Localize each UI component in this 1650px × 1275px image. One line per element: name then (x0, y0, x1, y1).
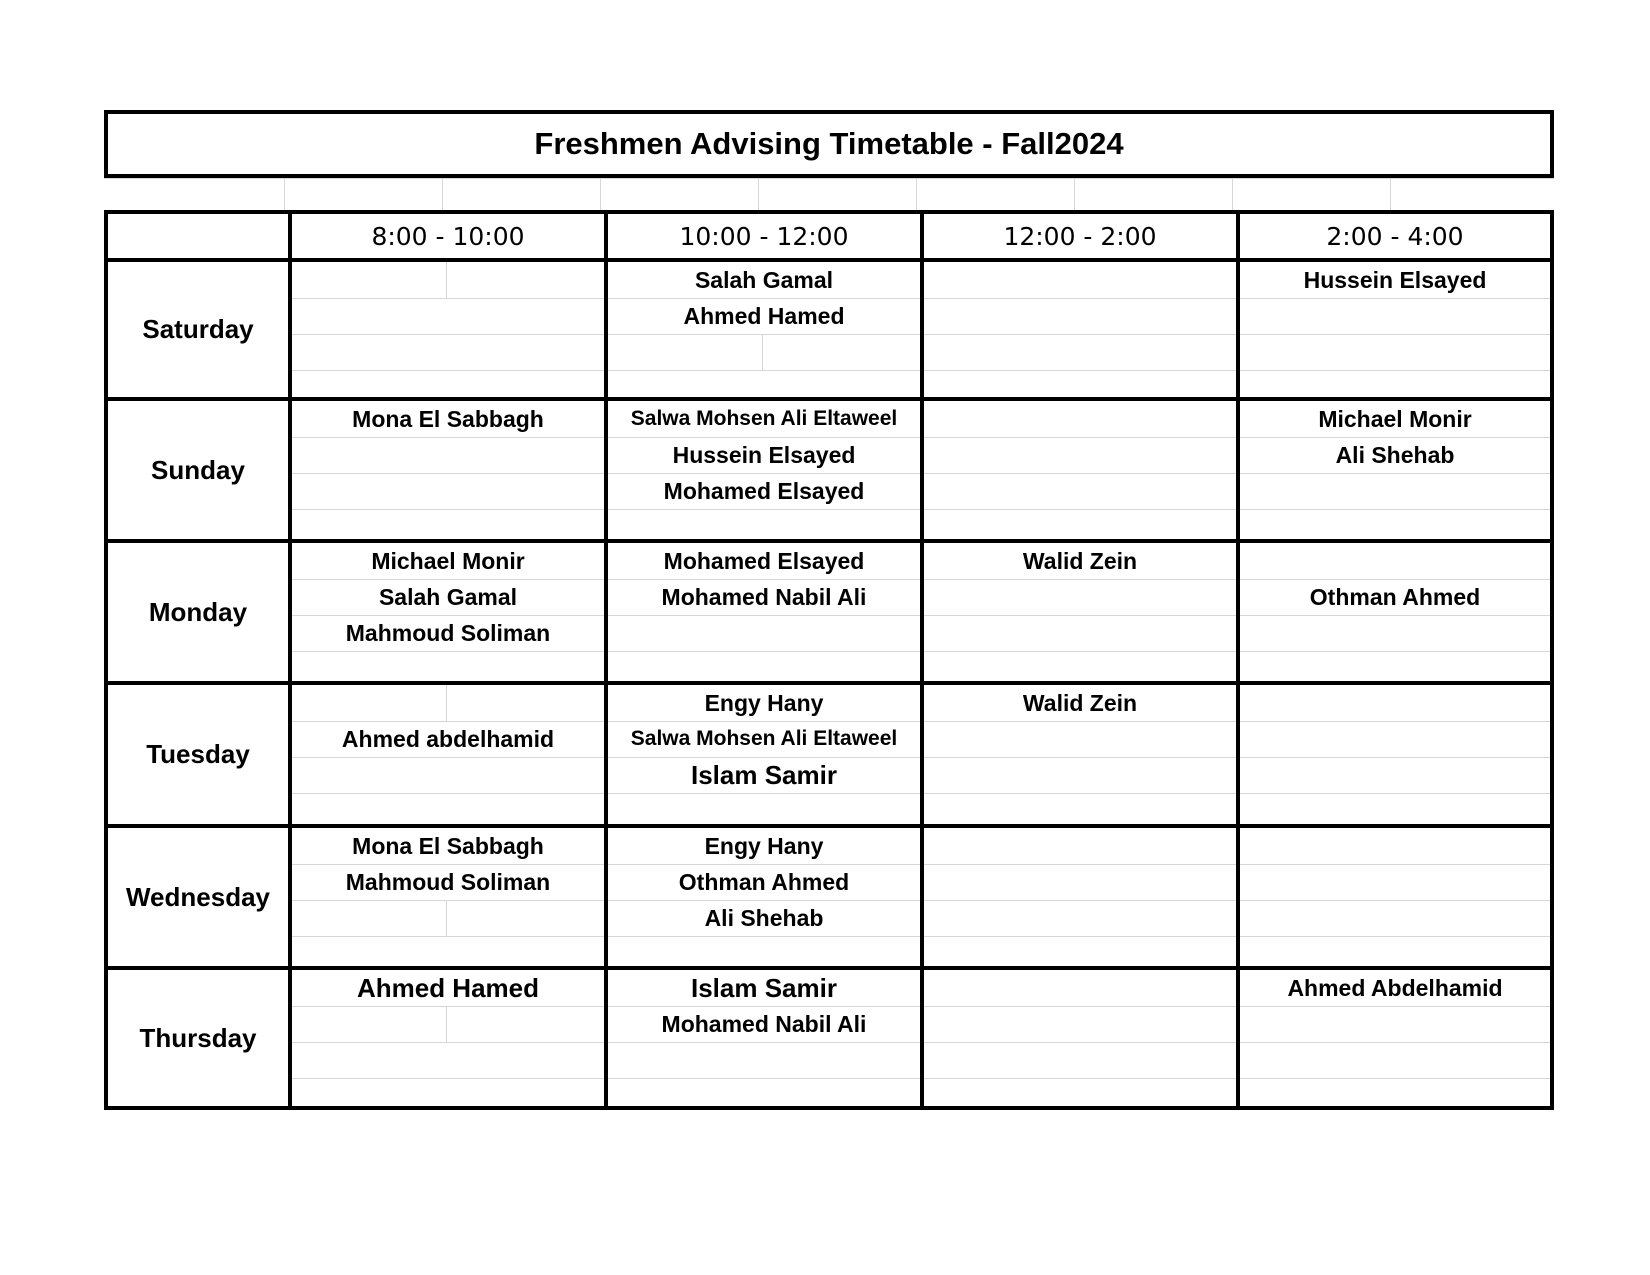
advisor-name: Salah Gamal (694, 266, 834, 293)
advisor-name: Walid Zein (1022, 689, 1138, 716)
advisor-name: Walid Zein (1022, 547, 1138, 574)
spacer-divider (284, 178, 285, 210)
cell-split-divider (762, 334, 763, 370)
advisor-name: Mohamed Elsayed (663, 477, 865, 504)
cell-split-divider (446, 900, 447, 936)
timetable-grid (104, 210, 1554, 1110)
spacer-divider (1232, 178, 1233, 210)
advisor-name: Othman Ahmed (678, 868, 850, 895)
day-label: Tuesday (146, 739, 250, 769)
advisor-name: Mahmoud Soliman (345, 868, 551, 895)
day-label: Thursday (139, 1022, 257, 1053)
day-label: Saturday (142, 314, 254, 344)
advisor-name: Mohamed Nabil Ali (661, 583, 867, 610)
advisor-name: Ahmed Abdelhamid (1287, 974, 1503, 1001)
advisor-name: Salah Gamal (378, 583, 518, 610)
time-slot-header: 10:00 - 12:00 (679, 221, 849, 251)
advisor-name: Hussein Elsayed (1303, 266, 1487, 293)
sub-row-divider (288, 334, 1550, 335)
spacer-divider (1074, 178, 1075, 210)
advisor-name: Ali Shehab (704, 904, 824, 931)
advisor-name: Michael Monir (371, 547, 525, 574)
spacer-divider (442, 178, 443, 210)
advisor-name: Mohamed Elsayed (663, 547, 865, 574)
cell-split-divider (446, 1006, 447, 1042)
advisor-name: Othman Ahmed (1309, 583, 1481, 610)
advisor-name: Engy Hany (704, 689, 824, 716)
spacer-row (104, 178, 1554, 210)
sub-row-divider (288, 370, 1550, 371)
sub-row-divider (288, 651, 1550, 652)
time-slot-header: 12:00 - 2:00 (1003, 221, 1157, 251)
day-label: Monday (148, 596, 248, 627)
spacer-divider (104, 178, 1554, 179)
advisor-name: Ali Shehab (1335, 441, 1455, 468)
advisor-name: Salwa Mohsen Ali Eltaweel (630, 407, 898, 430)
spacer-divider (916, 178, 917, 210)
advisor-name: Ahmed Hamed (356, 972, 540, 1003)
sub-row-divider (288, 1042, 1550, 1043)
time-slot-header: 8:00 - 10:00 (371, 221, 525, 251)
advisor-name: Islam Samir (691, 759, 837, 790)
advisor-name: Ahmed Hamed (683, 302, 845, 329)
advisor-name: Engy Hany (704, 832, 824, 859)
spacer-divider (600, 178, 601, 210)
advisor-name: Hussein Elsayed (672, 441, 856, 468)
advisor-name: Salwa Mohsen Ali Eltaweel (630, 727, 898, 750)
advisor-name: Mahmoud Soliman (345, 619, 551, 646)
sub-row-divider (288, 509, 1550, 510)
advisor-name: Mohamed Nabil Ali (661, 1010, 867, 1037)
day-label: Sunday (151, 454, 245, 485)
cell-split-divider (446, 262, 447, 298)
spacer-divider (1390, 178, 1391, 210)
cell-split-divider (446, 685, 447, 721)
page-title: Freshmen Advising Timetable - Fall2024 (104, 110, 1554, 178)
advisor-name: Mona El Sabbagh (352, 405, 544, 432)
advisor-name: Ahmed abdelhamid (341, 725, 555, 752)
sub-row-divider (288, 793, 1550, 794)
time-slot-header: 2:00 - 4:00 (1326, 221, 1464, 251)
advisor-name: Mona El Sabbagh (352, 832, 544, 859)
day-label: Wednesday (125, 881, 270, 912)
sub-row-divider (288, 1078, 1550, 1079)
advisor-name: Michael Monir (1318, 405, 1472, 432)
column-border (920, 214, 924, 1106)
spacer-divider (758, 178, 759, 210)
advisor-name: Islam Samir (691, 972, 837, 1003)
sub-row-divider (288, 936, 1550, 937)
